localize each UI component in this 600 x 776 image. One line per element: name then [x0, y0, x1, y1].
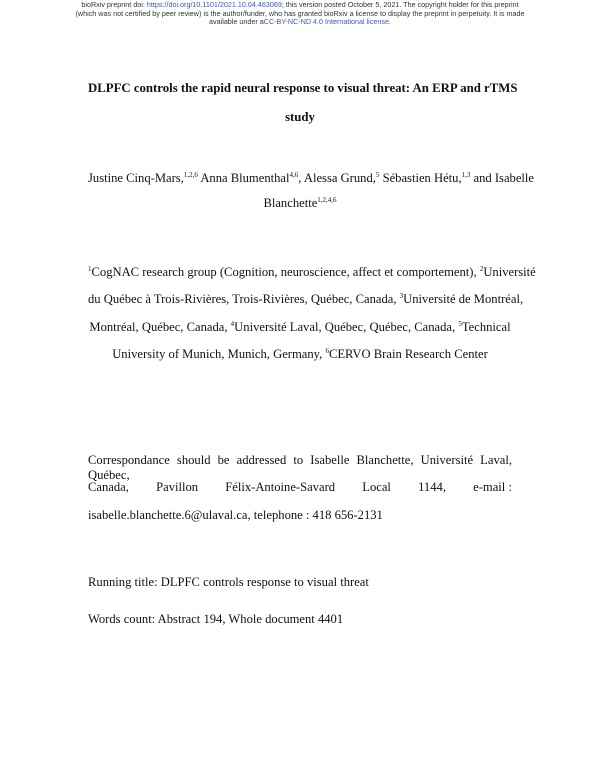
- corr-word: Pavillon: [156, 480, 199, 494]
- correspondence-line3: isabelle.blanchette.6@ulaval.ca, telephone : 418 656-2131: [88, 508, 383, 522]
- aff-text: University of Munich, Munich, Germany,: [112, 347, 326, 361]
- header-text: bioRxiv preprint doi:: [81, 0, 147, 9]
- corr-word: Félix-Antoine-Savard: [225, 480, 336, 494]
- author-sup: 5: [375, 171, 380, 179]
- author-name: , Alessa Grund,: [298, 171, 376, 185]
- author-sup: 1,2,6: [183, 171, 198, 179]
- header-text: (which was not certified by peer review) is the author/funder, who has granted bioRxiv a license to display the preprint in perpetuity. It is made: [75, 8, 525, 18]
- author-sup: 4,6: [289, 171, 299, 179]
- author-name: Blanchette: [263, 196, 318, 210]
- corr-word: e-mail :: [473, 480, 512, 494]
- preprint-header: [0, 1, 600, 27]
- affiliations-line1: [88, 265, 536, 280]
- aff-text: Montréal, Québec, Canada,: [89, 320, 231, 334]
- author-name: Anna Blumenthal: [197, 171, 290, 185]
- authors-line1: [88, 171, 535, 186]
- corr-word: 1144,: [418, 480, 446, 494]
- affiliations-line4: [88, 347, 512, 362]
- aff-text: Université: [483, 265, 536, 279]
- aff-sup: 3: [399, 292, 404, 300]
- author-sup: 1,3: [461, 171, 471, 179]
- running-title: Running title: DLPFC controls response to visual threat: [88, 575, 369, 589]
- corr-word: Local: [362, 480, 391, 494]
- aff-text: Université Laval, Québec, Québec, Canada,: [234, 320, 459, 334]
- paper-title-line1: DLPFC controls the rapid neural response to visual threat: An ERP and rTMS: [88, 81, 518, 95]
- authors-line2: [88, 196, 512, 211]
- aff-sup: 6: [325, 347, 329, 355]
- author-name: Justine Cinq-Mars,: [88, 171, 184, 185]
- paper-title-line2: study: [285, 110, 315, 124]
- aff-sup: 4: [230, 320, 235, 328]
- aff-text: du Québec à Trois-Rivières, Trois-Rivières, Québec, Canada,: [88, 292, 400, 306]
- correspondence-line1: Correspondance should be addressed to Isabelle Blanchette, Université Laval, Québec,: [88, 453, 512, 482]
- license-link[interactable]: CC-BY-NC-ND 4.0 International license: [263, 17, 389, 26]
- affiliations-line3: [88, 320, 512, 335]
- header-text: available under a: [209, 17, 264, 26]
- header-text: ; this version posted October 5, 2021. The copyright holder for this preprint: [281, 0, 519, 9]
- author-name: and Isabelle: [470, 171, 535, 185]
- aff-sup: 5: [458, 320, 462, 328]
- affiliations-line2: [88, 292, 524, 307]
- words-count: Words count: Abstract 194, Whole document 4401: [88, 612, 344, 626]
- header-text: .: [388, 17, 391, 26]
- corr-word: Canada,: [88, 480, 129, 494]
- aff-text: CogNAC research group (Cognition, neuroscience, affect et comportement),: [91, 265, 480, 279]
- author-name: Sébastien Hétu,: [379, 171, 462, 185]
- author-sup: 1,2,4,6: [317, 196, 337, 204]
- aff-text: CERVO Brain Research Center: [328, 347, 488, 361]
- aff-sup: 2: [479, 265, 484, 273]
- doi-link[interactable]: https://doi.org/10.1101/2021.10.04.463069: [146, 0, 282, 9]
- aff-sup: 1: [88, 265, 92, 273]
- aff-text: Technical: [461, 320, 511, 334]
- aff-text: Université de Montréal,: [403, 292, 524, 306]
- correspondence-line2: [88, 480, 512, 495]
